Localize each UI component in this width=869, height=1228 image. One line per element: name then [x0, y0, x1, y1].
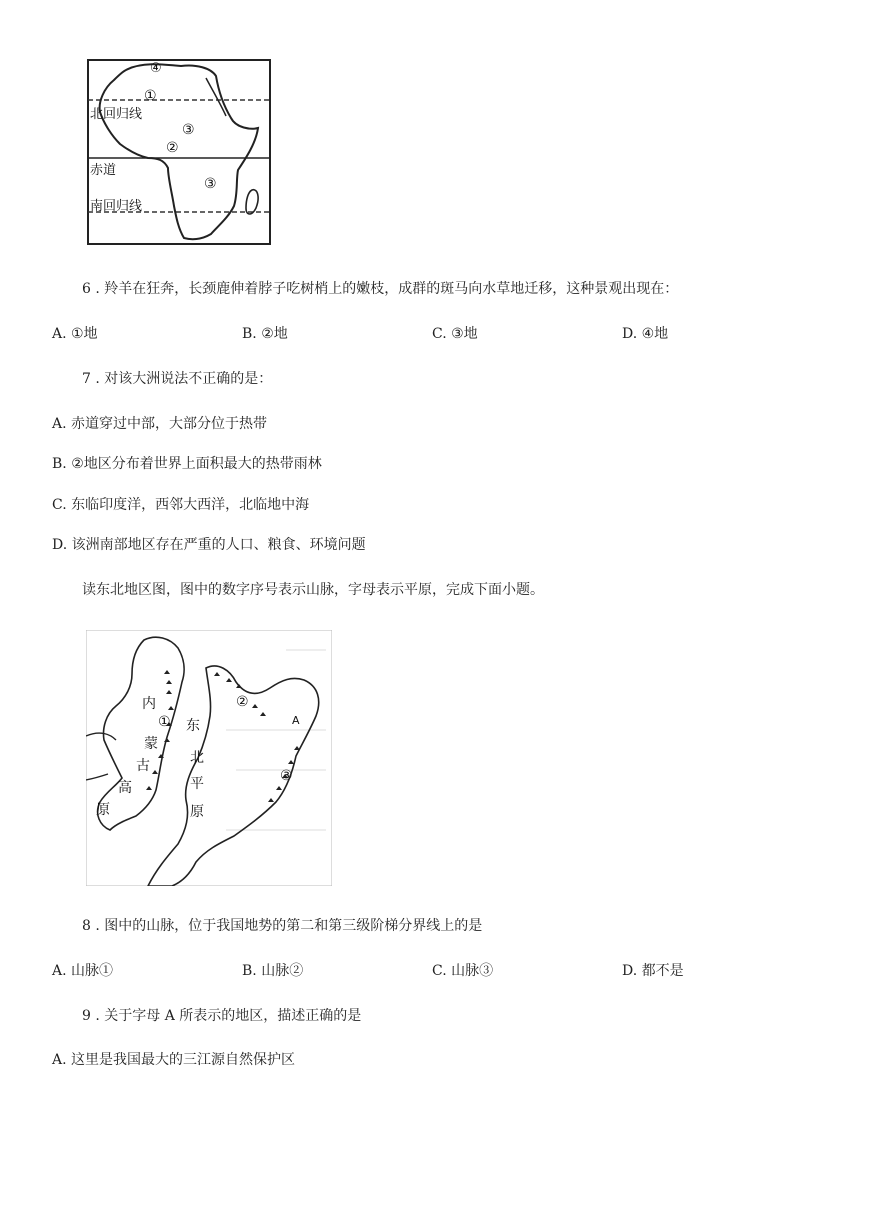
q9-stem: 9 . 关于字母 A 所表示的地区，描述正确的是 [82, 1008, 362, 1024]
q6-option-d[interactable]: D. ④地 [622, 326, 669, 342]
q7-option-b[interactable]: B. ②地区分布着世界上面积最大的热带雨林 [52, 456, 322, 472]
label-m1: ① [158, 714, 171, 730]
label-2: ② [166, 140, 179, 156]
label-m2: ② [236, 694, 249, 710]
q9-option-a[interactable]: A. 这里是我国最大的三江源自然保护区 [52, 1052, 296, 1068]
q8-stem: 8 . 图中的山脉，位于我国地势的第二和第三级阶梯分界线上的是 [82, 918, 483, 934]
reading-intro: 读东北地区图，图中的数字序号表示山脉，字母表示平原，完成下面小题。 [82, 582, 544, 598]
q6-option-a[interactable]: A. ①地 [52, 326, 98, 342]
q7-option-c[interactable]: C. 东临印度洋，西邻大西洋，北临地中海 [52, 497, 310, 513]
label-1: ① [144, 88, 157, 104]
label-a: A [292, 714, 300, 727]
label-dong: 东 [186, 718, 200, 734]
label-tropic-capricorn: 南回归线 [90, 199, 143, 214]
label-ping: 平 [190, 776, 204, 792]
africa-map-figure [86, 58, 274, 248]
label-3b: ③ [204, 176, 217, 192]
label-3a: ③ [182, 122, 195, 138]
label-bei: 北 [190, 750, 204, 766]
northeast-map-figure [86, 630, 332, 886]
label-nei: 内 [142, 696, 156, 712]
q7-option-d[interactable]: D. 该洲南部地区存在严重的人口、粮食、环境问题 [52, 537, 366, 553]
label-tropic-cancer: 北回归线 [90, 107, 143, 122]
q6-stem: 6 . 羚羊在狂奔，长颈鹿伸着脖子吃树梢上的嫩枝，成群的斑马向水草地迁移，这种景观出现在： [82, 281, 679, 297]
label-4: ④ [150, 61, 162, 76]
q7-option-a[interactable]: A. 赤道穿过中部，大部分位于热带 [52, 416, 268, 432]
label-meng: 蒙 [144, 736, 158, 752]
q8-option-b[interactable]: B. 山脉② [242, 963, 304, 979]
q7-stem: 7 . 对该大洲说法不正确的是： [82, 371, 273, 387]
q8-option-c[interactable]: C. 山脉③ [432, 963, 494, 979]
label-yuan1: 原 [96, 802, 110, 818]
label-equator: 赤道 [90, 163, 117, 178]
q8-option-a[interactable]: A. 山脉① [52, 963, 114, 979]
label-gao: 高 [118, 780, 132, 796]
q6-option-b[interactable]: B. ②地 [242, 326, 288, 342]
q8-option-d[interactable]: D. 都不是 [622, 963, 684, 979]
label-gu: 古 [136, 758, 150, 774]
label-yuan2: 原 [190, 804, 204, 820]
label-m3: ③ [280, 768, 293, 784]
q6-option-c[interactable]: C. ③地 [432, 326, 478, 342]
